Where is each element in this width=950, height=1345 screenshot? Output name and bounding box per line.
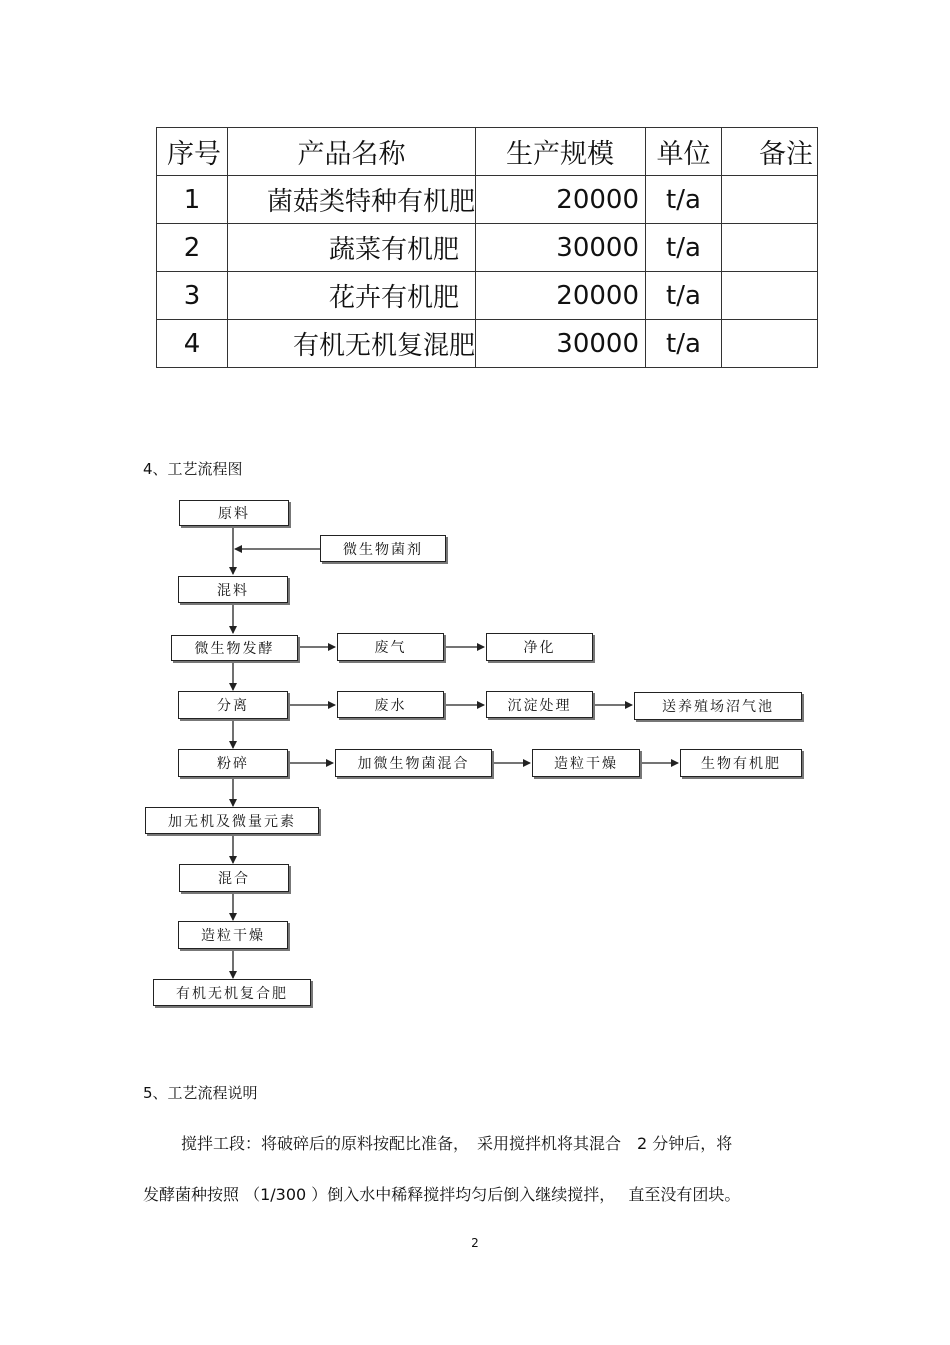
flow-box-biogas-pool: 送养殖场沼气池 (634, 692, 802, 720)
flow-box-bio-organic-fertilizer: 生物有机肥 (680, 749, 802, 777)
flow-box-granulation-drying-1: 造粒干燥 (532, 749, 640, 777)
cell-product-name: 蔬菜有机肥 (228, 224, 476, 272)
cell-product-name: 有机无机复混肥 (228, 320, 476, 368)
section-4-title: 4、工艺流程图 (143, 460, 243, 478)
flow-box-compound-fertilizer: 有机无机复合肥 (153, 979, 311, 1006)
flow-box-fermentation: 微生物发酵 (171, 635, 298, 661)
flow-box-add-inorganic: 加无机及微量元素 (145, 807, 319, 834)
flow-box-microbial-agent: 微生物菌剂 (320, 535, 446, 562)
cell-index: 2 (157, 224, 228, 272)
paragraph-line-1: 搅拌工段：将破碎后的原料按配比准备， 采用搅拌机将其混合 2 分钟后，将 (181, 1134, 733, 1153)
header-scale: 生产规模 (476, 128, 646, 176)
cell-unit: t/a (646, 272, 722, 320)
flow-box-crushing: 粉碎 (178, 749, 288, 777)
flow-box-waste-water: 废水 (337, 691, 444, 718)
cell-index: 3 (157, 272, 228, 320)
cell-index: 4 (157, 320, 228, 368)
cell-scale: 20000 (476, 176, 646, 224)
cell-product-name: 花卉有机肥 (228, 272, 476, 320)
cell-unit: t/a (646, 176, 722, 224)
cell-unit: t/a (646, 224, 722, 272)
flow-box-waste-gas: 废气 (337, 633, 444, 661)
cell-scale: 20000 (476, 272, 646, 320)
cell-unit: t/a (646, 320, 722, 368)
cell-scale: 30000 (476, 224, 646, 272)
flow-box-granulation-drying-2: 造粒干燥 (178, 921, 288, 949)
paragraph-line-2: 发酵菌种按照 （1/300 ）倒入水中稀释搅拌均匀后倒入继续搅拌， 直至没有团块。 (143, 1185, 741, 1204)
cell-product-name: 菌菇类特种有机肥 (228, 176, 476, 224)
header-index: 序号 (157, 128, 228, 176)
flow-box-sedimentation: 沉淀处理 (486, 691, 593, 718)
flow-box-mixing-material: 混料 (178, 576, 288, 603)
flow-box-microbe-mixing: 加微生物菌混合 (335, 749, 492, 777)
header-product-name: 产品名称 (228, 128, 476, 176)
flow-box-purification: 净化 (486, 633, 593, 661)
header-note: 备注 (722, 128, 818, 176)
cell-index: 1 (157, 176, 228, 224)
flow-box-raw-material: 原料 (179, 500, 289, 526)
cell-scale: 30000 (476, 320, 646, 368)
section-5-title: 5、工艺流程说明 (143, 1084, 258, 1102)
flow-box-separation: 分离 (178, 691, 288, 719)
page-number: 2 (471, 1236, 479, 1250)
header-unit: 单位 (646, 128, 722, 176)
flow-box-blending: 混合 (179, 864, 289, 892)
